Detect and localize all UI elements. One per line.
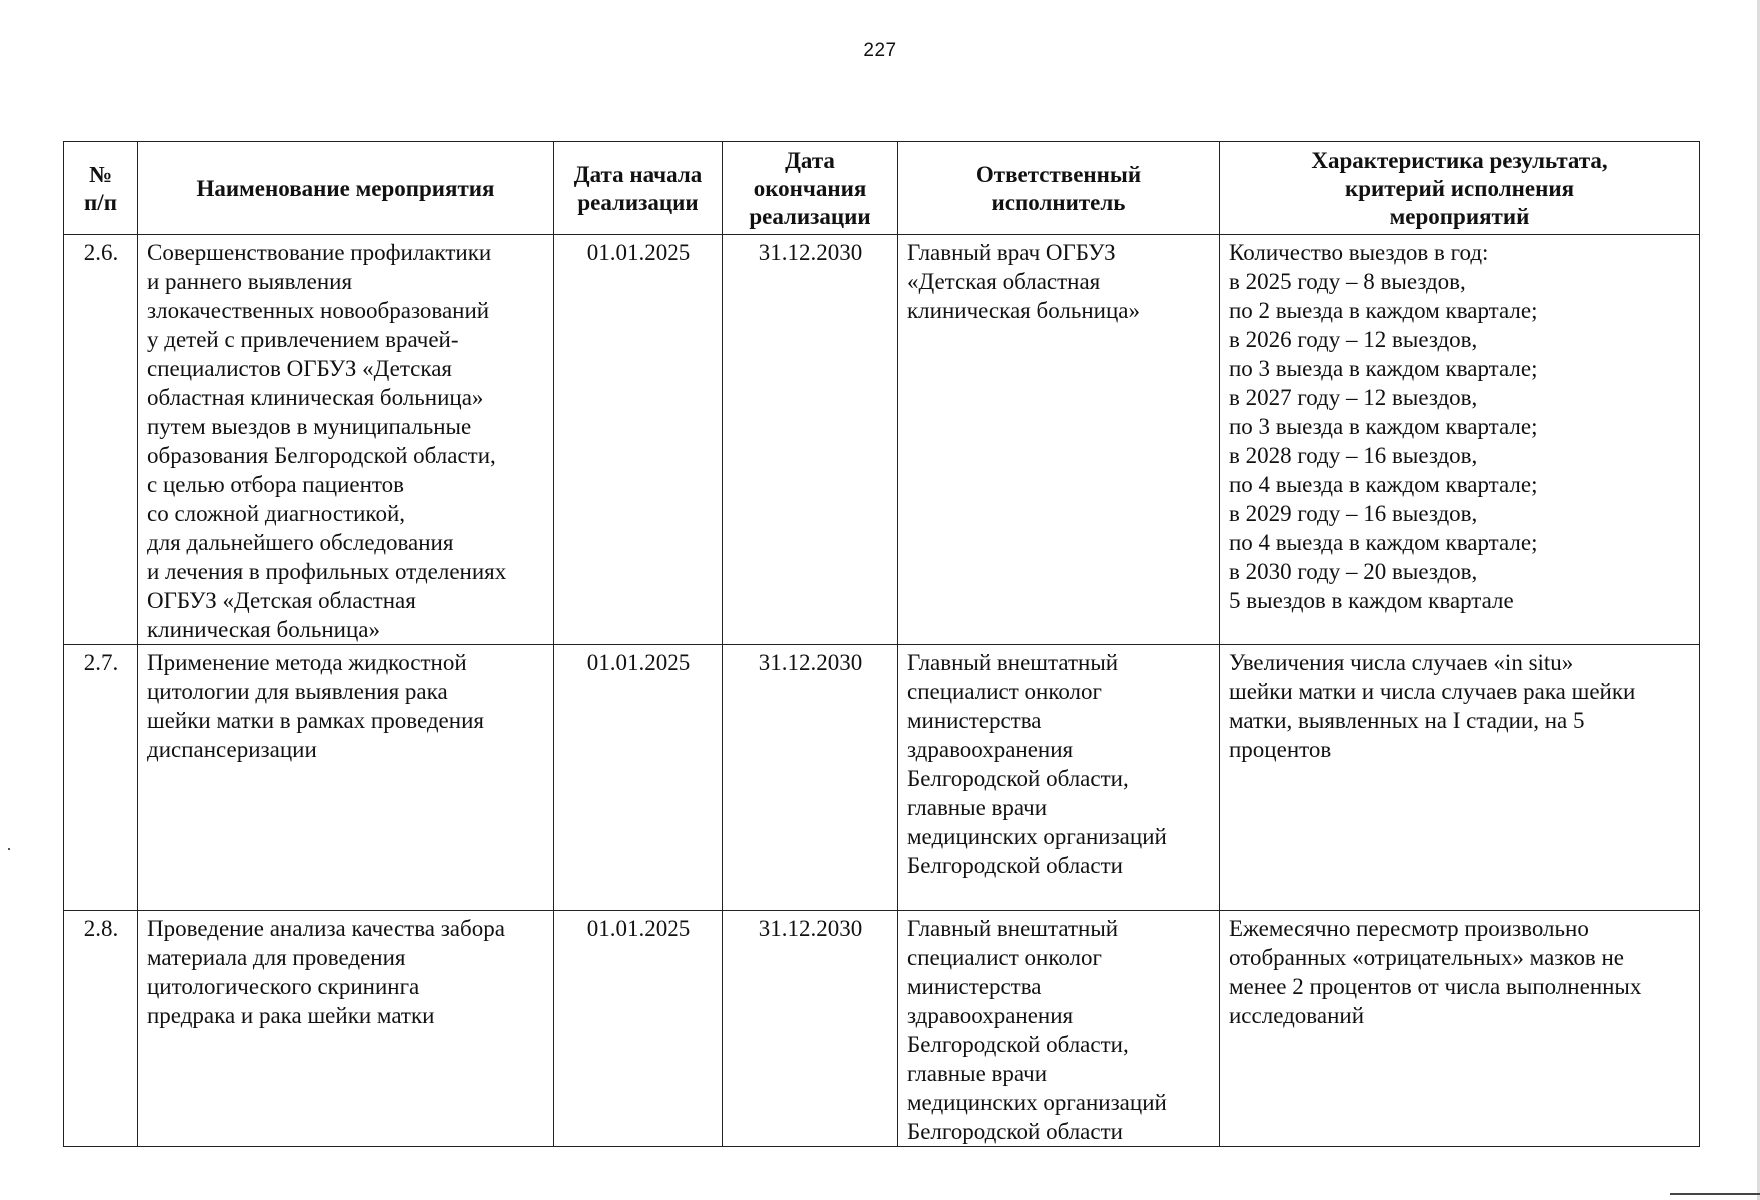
scan-footer-line bbox=[1670, 1193, 1760, 1195]
header-result: Характеристика результата, критерий исполнения мероприятий bbox=[1220, 142, 1700, 235]
row-number: 2.7. bbox=[64, 645, 138, 911]
header-start-date: Дата начала реализации bbox=[554, 142, 723, 235]
responsible-executor: Главный внештатный специалист онколог министерства здравоохранения Белгородской области, главные врачи медицинских организаций Белгородской области bbox=[898, 911, 1220, 1147]
end-date: 31.12.2030 bbox=[723, 645, 898, 911]
end-date: 31.12.2030 bbox=[723, 235, 898, 645]
activity-name: Совершенствование профилактики и раннего выявления злокачественных новообразований у детей с привлечением врачей- специалистов ОГБУЗ «Детская областная клиническая больница» путем выездов в муниципальные образования Белгородской области, с целью отбора пациентов со сложной диагностикой, для дальнейшего обследования и лечения в профильных отделениях ОГБУЗ «Детская областная клиническая больница» bbox=[138, 235, 554, 645]
result-criteria: Количество выездов в год: в 2025 году – 8 выездов, по 2 выезда в каждом квартале; в 2026 году – 12 выездов, по 3 выезда в каждом квартале; в 2027 году – 12 выездов, по 3 выезда в каждом квартале; в 2028 году – 16 выездов, по 4 выезда в каждом квартале; в 2029 году – 16 выездов, по 4 выезда в каждом квартале; в 2030 году – 20 выездов, 5 выездов в каждом квартале bbox=[1220, 235, 1700, 645]
header-num: № п/п bbox=[64, 142, 138, 235]
result-criteria: Ежемесячно пересмотр произвольно отобранных «отрицательных» мазков не менее 2 процентов от числа выполненных исследований bbox=[1220, 911, 1700, 1147]
header-end-date: Дата окончания реализации bbox=[723, 142, 898, 235]
activities-table bbox=[63, 141, 1700, 1147]
activity-name: Проведение анализа качества забора материала для проведения цитологического скрининга предрака и рака шейки матки bbox=[138, 911, 554, 1147]
header-name: Наименование мероприятия bbox=[138, 142, 554, 235]
row-number: 2.8. bbox=[64, 911, 138, 1147]
table-row bbox=[64, 235, 1700, 645]
scan-speck bbox=[8, 848, 10, 850]
table-row bbox=[64, 911, 1700, 1147]
activity-name: Применение метода жидкостной цитологии для выявления рака шейки матки в рамках проведения диспансеризации bbox=[138, 645, 554, 911]
end-date: 31.12.2030 bbox=[723, 911, 898, 1147]
table-header-row bbox=[64, 142, 1700, 235]
page-number: 227 bbox=[863, 40, 897, 61]
start-date: 01.01.2025 bbox=[554, 911, 723, 1147]
start-date: 01.01.2025 bbox=[554, 235, 723, 645]
start-date: 01.01.2025 bbox=[554, 645, 723, 911]
result-criteria: Увеличения числа случаев «in situ» шейки матки и числа случаев рака шейки матки, выявленных на I стадии, на 5 процентов bbox=[1220, 645, 1700, 911]
row-number: 2.6. bbox=[64, 235, 138, 645]
table-row bbox=[64, 645, 1700, 911]
header-responsible: Ответственный исполнитель bbox=[898, 142, 1220, 235]
responsible-executor: Главный внештатный специалист онколог министерства здравоохранения Белгородской области, главные врачи медицинских организаций Белгородской области bbox=[898, 645, 1220, 911]
responsible-executor: Главный врач ОГБУЗ «Детская областная клиническая больница» bbox=[898, 235, 1220, 645]
